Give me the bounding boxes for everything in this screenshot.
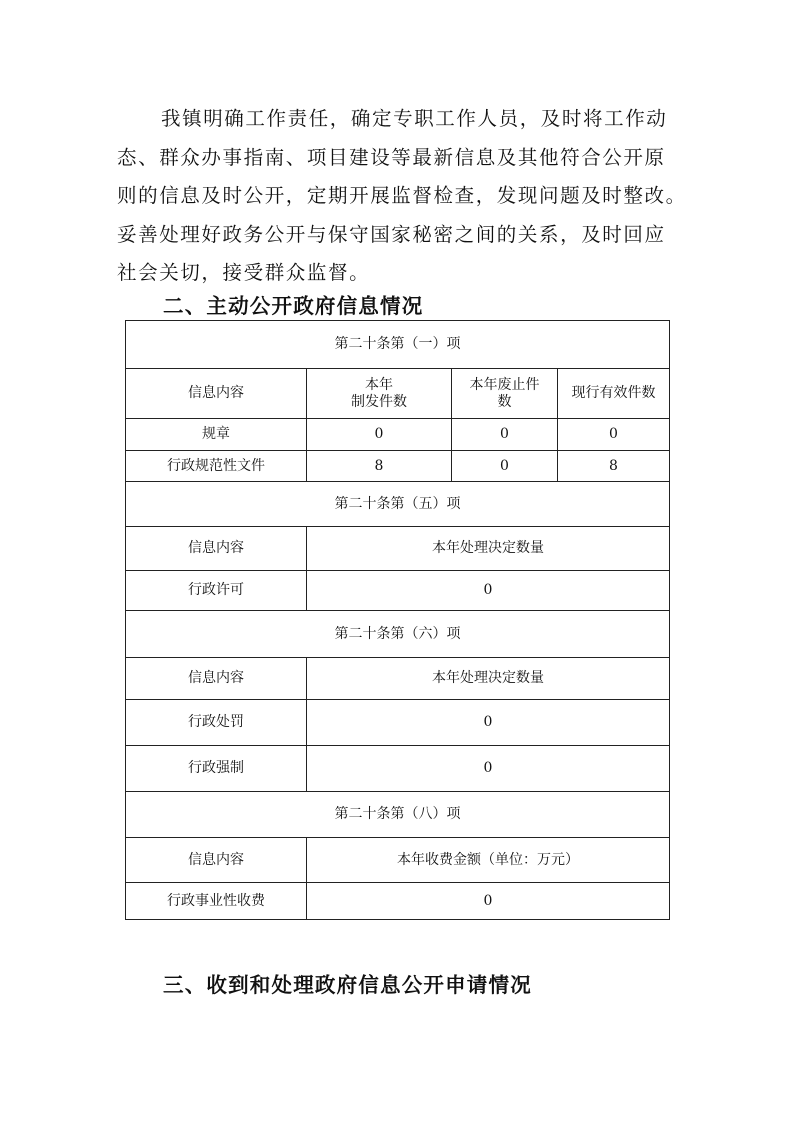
cell-valid: 8 bbox=[558, 451, 670, 482]
paragraph-line: 态、群众办事指南、项目建设等最新信息及其他符合公开原 bbox=[117, 145, 666, 169]
cell-issued: 0 bbox=[307, 419, 452, 451]
row-value: 0 bbox=[307, 571, 670, 611]
header-cell: 信息内容 bbox=[126, 527, 307, 571]
table-header-row bbox=[126, 838, 670, 883]
cell-abolished: 0 bbox=[452, 451, 558, 482]
row-label: 行政规范性文件 bbox=[126, 451, 307, 482]
table-row bbox=[126, 700, 670, 746]
body-paragraph bbox=[117, 100, 687, 293]
info-disclosure-table bbox=[125, 320, 670, 920]
table-section-row bbox=[126, 611, 670, 658]
header-cell: 本年废止件 数 bbox=[452, 369, 558, 419]
header-cell: 本年处理决定数量 bbox=[307, 527, 670, 571]
row-label: 行政处罚 bbox=[126, 700, 307, 746]
section-title-cell: 第二十条第（一）项 bbox=[126, 321, 670, 369]
header-cell: 本年处理决定数量 bbox=[307, 658, 670, 700]
section-title-cell: 第二十条第（六）项 bbox=[126, 611, 670, 658]
row-value: 0 bbox=[307, 746, 670, 792]
section-heading-3: 三、收到和处理政府信息公开申请情况 bbox=[163, 973, 532, 997]
table-row bbox=[126, 883, 670, 920]
row-value: 0 bbox=[307, 700, 670, 746]
table-header-row bbox=[126, 527, 670, 571]
paragraph-line: 则的信息及时公开，定期开展监督检查，发现问题及时整改。 bbox=[117, 184, 687, 207]
header-cell: 信息内容 bbox=[126, 838, 307, 883]
section-heading-2: 二、主动公开政府信息情况 bbox=[163, 294, 424, 318]
table-section-row bbox=[126, 321, 670, 369]
cell-valid: 0 bbox=[558, 419, 670, 451]
header-cell: 本年收费金额（单位：万元） bbox=[307, 838, 670, 883]
table-row bbox=[126, 746, 670, 792]
section-title-cell: 第二十条第（八）项 bbox=[126, 792, 670, 838]
row-label: 规章 bbox=[126, 419, 307, 451]
paragraph-line: 我镇明确工作责任，确定专职工作人员，及时将工作动 bbox=[161, 107, 668, 130]
table-section-row bbox=[126, 792, 670, 838]
table-section-row bbox=[126, 482, 670, 527]
header-cell: 现行有效件数 bbox=[558, 369, 670, 419]
header-cell: 信息内容 bbox=[126, 658, 307, 700]
cell-issued: 8 bbox=[307, 451, 452, 482]
table-row bbox=[126, 571, 670, 611]
table-row bbox=[126, 451, 670, 482]
header-cell: 信息内容 bbox=[126, 369, 307, 419]
paragraph-line: 社会关切，接受群众监督。 bbox=[117, 261, 371, 284]
row-value: 0 bbox=[307, 883, 670, 920]
row-label: 行政事业性收费 bbox=[126, 883, 307, 920]
row-label: 行政强制 bbox=[126, 746, 307, 792]
table-row bbox=[126, 419, 670, 451]
paragraph-line: 妥善处理好政务公开与保守国家秘密之间的关系，及时回应 bbox=[117, 222, 666, 246]
row-label: 行政许可 bbox=[126, 571, 307, 611]
cell-abolished: 0 bbox=[452, 419, 558, 451]
table-header-row bbox=[126, 658, 670, 700]
section-title-cell: 第二十条第（五）项 bbox=[126, 482, 670, 527]
table-header-row bbox=[126, 369, 670, 419]
header-cell: 本年 制发件数 bbox=[307, 369, 452, 419]
